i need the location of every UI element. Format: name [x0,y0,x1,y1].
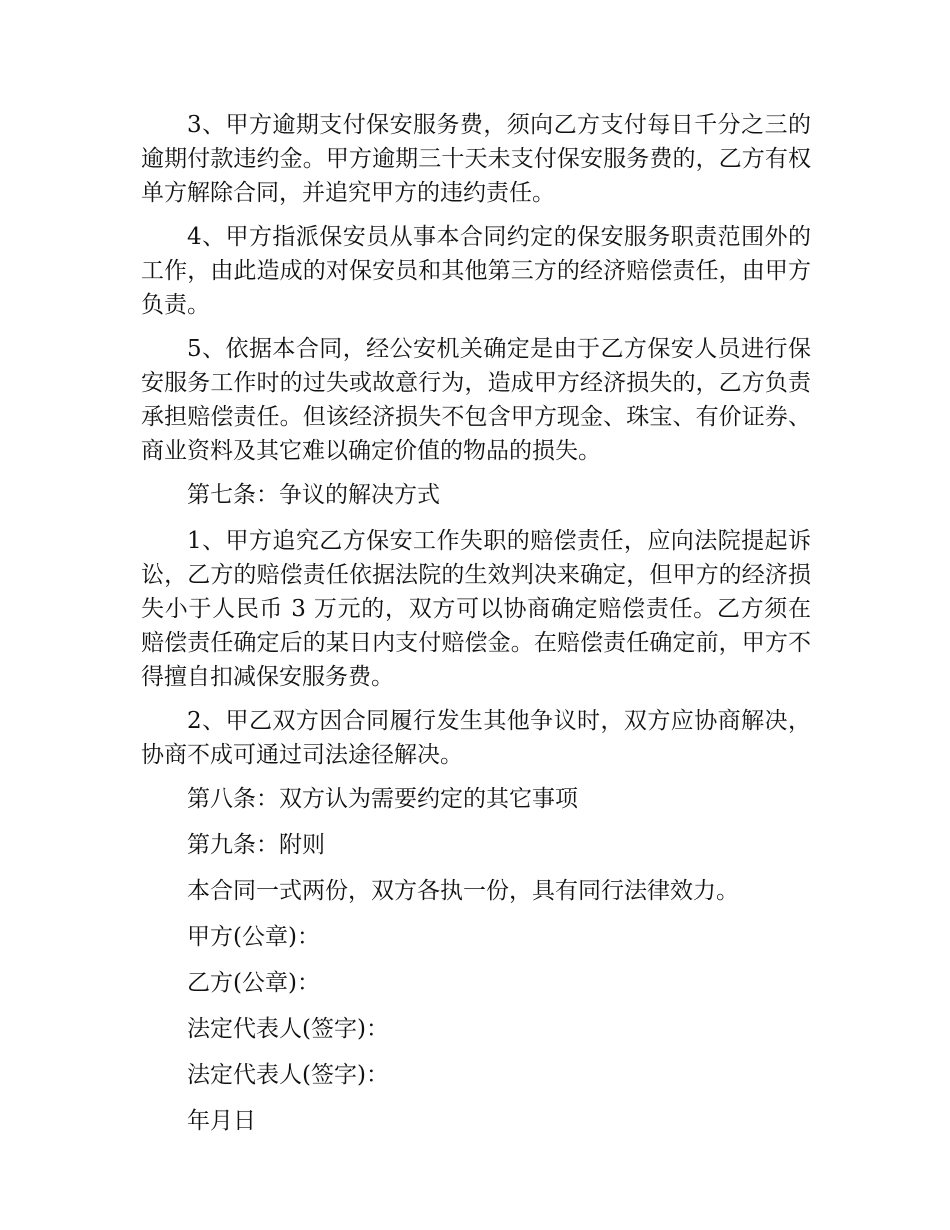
article-7-heading: 第七条：争议的解决方式 [187,482,440,508]
date-line: 年月日 [187,1108,256,1134]
party-b-seal-line: 乙方(公章)： [187,970,320,996]
copies-statement: 本合同一式两份，双方各执一份，具有同行法律效力。 [187,878,739,904]
article-9-heading: 第九条：附则 [187,832,325,858]
clause-5-liability: 5、依据本合同，经公安机关确定是由于乙方保安人员进行保安服务工作时的过失或故意行为，造成甲方经济损失的，乙方负责承担赔偿责任。但该经济损失不包含甲方现金、珠宝、有价证券、商业资料及其它难以确定价值的物品的损失。 [141,336,811,464]
legal-rep-signature-line-2: 法定代表人(签字)： [187,1062,389,1088]
article-7-clause-2: 2、甲乙双方因合同履行发生其他争议时，双方应协商解决，协商不成可通过司法途径解决。 [141,708,811,768]
document-body [141,108,811,1150]
legal-rep-signature-line-1: 法定代表人(签字)： [187,1016,389,1042]
clause-3-overdue-payment: 3、甲方逾期支付保安服务费，须向乙方支付每日千分之三的逾期付款违约金。甲方逾期三十天未支付保安服务费的，乙方有权单方解除合同，并追究甲方的违约责任。 [141,112,811,206]
party-a-seal-line: 甲方(公章)： [187,924,320,950]
clause-4-outside-duties: 4、甲方指派保安员从事本合同约定的保安服务职责范围外的工作，由此造成的对保安员和其他第三方的经济赔偿责任，由甲方负责。 [141,224,811,318]
article-8-heading: 第八条：双方认为需要约定的其它事项 [187,786,578,812]
article-7-clause-1: 1、甲方追究乙方保安工作失职的赔偿责任，应向法院提起诉讼，乙方的赔偿责任依据法院的生效判决来确定，但甲方的经济损失小于人民币 3 万元的，双方可以协商确定赔偿责任。乙方须在赔偿责任确定后的某日内支付赔偿金。在赔偿责任确定前，甲方不得擅自扣减保安服务费。 [141,528,811,690]
